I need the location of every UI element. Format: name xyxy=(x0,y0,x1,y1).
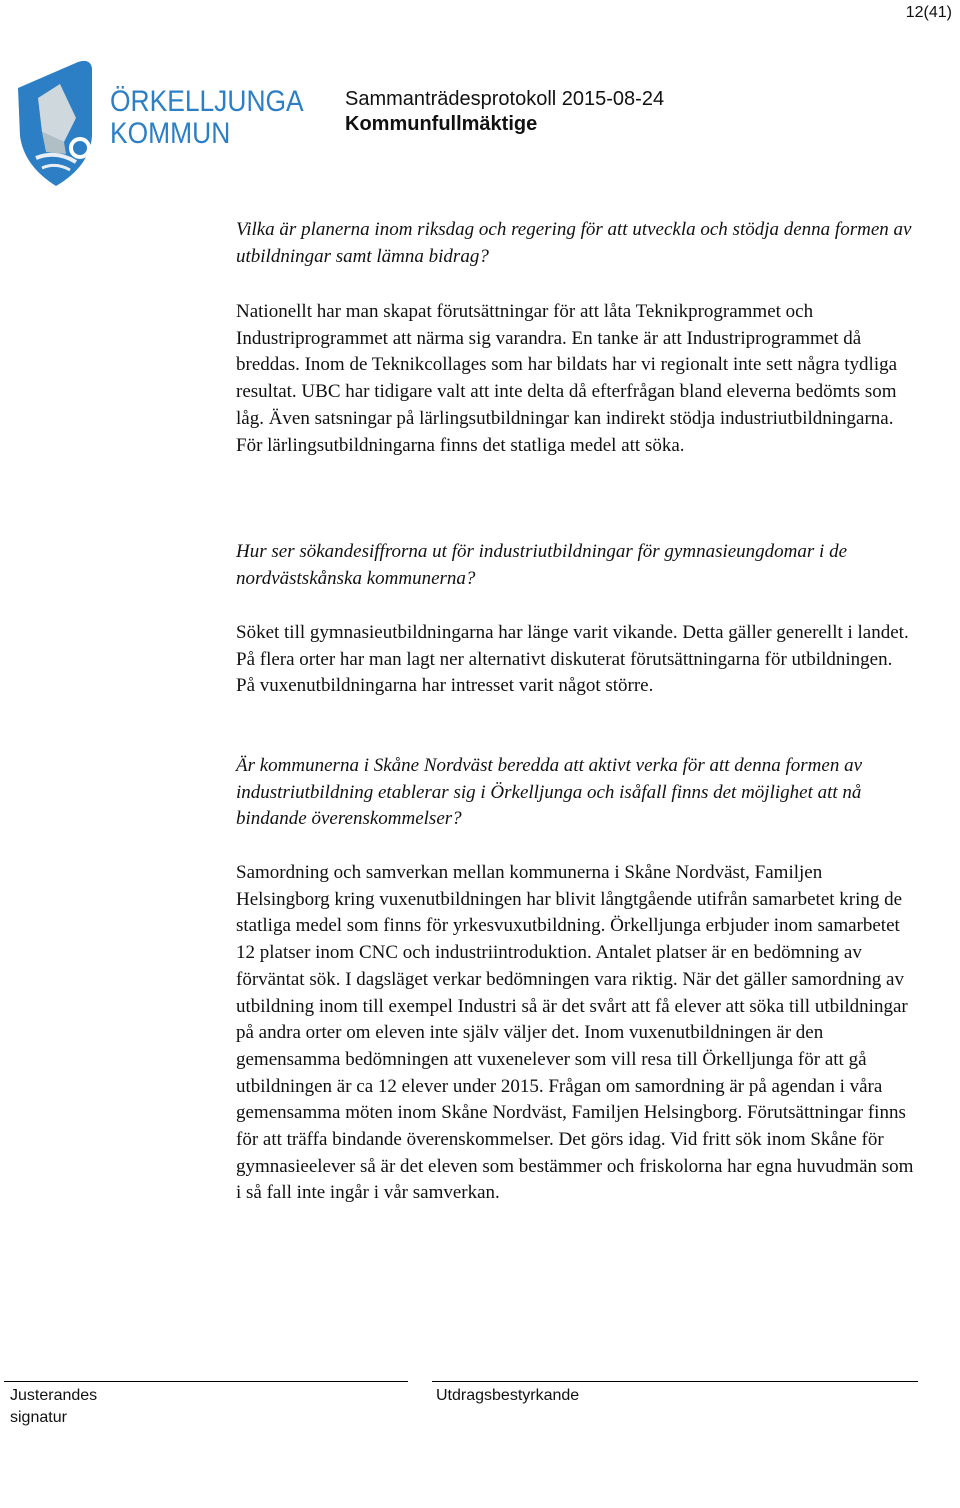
question-3: Är kommunerna i Skåne Nordväst beredda att aktivt verka för att denna formen av industriutbildning etablerar sig i Örkelljunga och isåfall finns det möjlighet att nå bindande överenskommelser? xyxy=(236,755,862,830)
footer-divider-right xyxy=(432,1381,918,1382)
logo-line-1: ÖRKELLJUNGA xyxy=(110,85,304,118)
question-2: Hur ser sökandesiffrorna ut för industriutbildningar för gymnasieungdomar i de nordvästskånska kommunerna? xyxy=(236,541,848,589)
coat-of-arms-icon xyxy=(16,58,106,193)
signature-label: Justerandes signatur xyxy=(10,1387,98,1426)
municipality-logo xyxy=(16,58,304,193)
logo-line-2: KOMMUN xyxy=(110,117,231,150)
answer-1: Nationellt har man skapat förutsättningar för att låta Teknikprogrammet och Industriprogrammet att närma sig varandra. En tanke är att Industriprogrammet då breddas. Inom de Teknikcollages som har bildats har vi regionalt inte sett några tydliga resultat. UBC har tidigare valt att inte delta då efterfrågan bland eleverna bedömts som låg. Även satsningar på lärlingsutbildningar kan indirekt stödja industriutbildningarna. För lärlingsutbildningarna finns det statliga medel att söka. xyxy=(236,301,898,456)
question-1: Vilka är planerna inom riksdag och regering för att utveckla och stödja denna formen av utbildningar samt lämna bidrag? xyxy=(236,219,912,267)
page-number: 12(41) xyxy=(905,4,952,21)
answer-2: Söket till gymnasieutbildningarna har länge varit vikande. Detta gäller generellt i landet. På flera orter har man lagt ner alternativt diskuterat förutsättningarna för utbildningen. På vuxenutbildningarna har intresset varit något större. xyxy=(236,622,909,697)
extract-certification-label: Utdragsbestyrkande xyxy=(436,1387,580,1404)
document-subtitle: Kommunfullmäktige xyxy=(345,113,538,135)
footer-divider-left xyxy=(4,1381,408,1382)
answer-3: Samordning och samverkan mellan kommunerna i Skåne Nordväst, Familjen Helsingborg kring vuxenutbildningen har blivit långtgående utifrån samarbetet kring de statliga medel som finns för yrkesvuxutbildning. Örkelljunga erbjuder inom samarbetet 12 platser inom CNC och industriintroduktion. Antalet platser är en bedömning av förväntat sök. I dagsläget verkar bedömningen vara riktig. När det gäller samordning av utbildning inom till exempel Industri så är det svårt att få elever att söka till utbildningar på andra orter om eleven inte själv väljer det. Inom vuxenutbildningen är den gemensamma bedömningen att vuxenelever som vill resa till Örkelljunga för att gå utbildningen är ca 12 elever under 2015. Frågan om samordning är på agendan i våra gemensamma möten inom Skåne Nordväst, Familjen Helsingborg. Förutsättningar finns för att träffa bindande överenskommelser. Det görs idag. Vid fritt sök inom Skåne för gymnasieelever så är det eleven som bestämmer och friskolorna har egna huvudmän som i så fall inte ingår i vår samverkan. xyxy=(236,862,914,1204)
document-title: Sammanträdesprotokoll 2015-08-24 xyxy=(345,88,665,110)
